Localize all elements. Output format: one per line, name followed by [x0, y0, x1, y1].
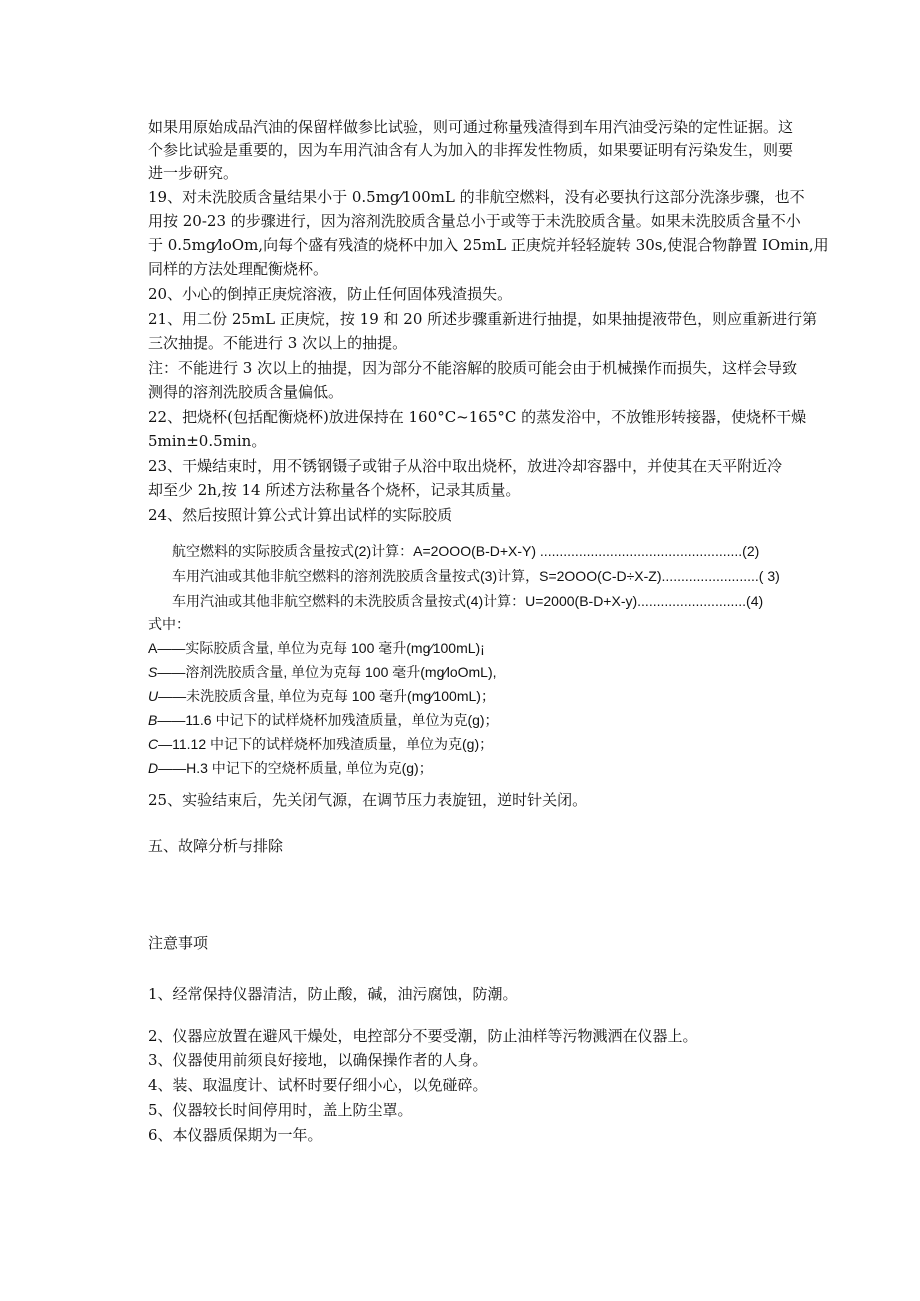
step19-line-3: 于 0.5mg⁄loOm,向每个盛有残渣的烧杯中加入 25mL 正庚烷并轻轻旋转 30s,使混合物静置 IOmin,用	[148, 236, 829, 254]
step23-line-2: 却至少 2h,按 14 所述方法称量各个烧杯，记录其质量。	[148, 481, 521, 499]
variable-symbol: S	[148, 664, 158, 680]
variable-description: ——11.6 中记下的试样烧杯加残渣质量，单位为克(g)；	[157, 712, 499, 728]
variable-c	[148, 733, 493, 755]
variable-symbol: B	[148, 712, 158, 728]
intro-line-2: 个参比试验是重要的，因为车用汽油含有人为加入的非挥发性物质，如果要证明有污染发生，则要	[148, 141, 794, 159]
formula-2: 航空燃料的实际胶质含量按式(2)计算：A=2OOO(B-D+X-Y) ....................................................(2)	[172, 543, 760, 559]
variable-symbol: U	[148, 688, 159, 704]
caution-item-6: 6、本仪器质保期为一年。	[148, 1126, 323, 1144]
caution-item-5: 5、仪器较长时间停用时，盖上防尘罩。	[148, 1101, 413, 1119]
caution-item-3: 3、仪器使用前须良好接地，以确保操作者的人身。	[148, 1051, 488, 1069]
step19-line-4: 同样的方法处理配衡烧杯。	[148, 260, 329, 278]
caution-item-2: 2、仪器应放置在避风干燥处，电控部分不要受潮，防止油样等污物溅洒在仪器上。	[148, 1027, 698, 1045]
variable-d	[148, 757, 433, 779]
variable-u	[148, 685, 495, 707]
note-line-2: 测得的溶剂洗胶质含量偏低。	[148, 383, 344, 401]
section5-heading: 五、故障分析与排除	[148, 837, 284, 855]
step21-line-1: 21、用二份 25mL 正庚烷，按 19 和 20 所述步骤重新进行抽提，如果抽提液带色，则应重新进行第	[148, 310, 818, 328]
variable-description: ——溶剂洗胶质含量, 单位为克每 100 毫升(mg⁄loOmL),	[157, 664, 497, 680]
step20-line: 20、小心的倒掉正庚烷溶液，防止任何固体残渣损失。	[148, 285, 513, 303]
note-line-1: 注：不能进行 3 次以上的抽提，因为部分不能溶解的胶质可能会由于机械操作而损失，这样会导致	[148, 359, 798, 377]
intro-line-3: 进一步研究。	[148, 164, 239, 182]
caution-item-4: 4、装、取温度计、试杯时要仔细小心，以免碰碎。	[148, 1076, 488, 1094]
intro-line-1: 如果用原始成品汽油的保留样做参比试验，则可通过称量残渣得到车用汽油受污染的定性证据。这	[148, 118, 794, 136]
step21-line-2: 三次抽提。不能进行 3 次以上的抽提。	[148, 334, 408, 352]
variable-description: ——H.3 中记下的空烧杯质量, 单位为克(g)；	[158, 760, 433, 776]
where-label: 式中：	[148, 616, 190, 632]
variable-symbol: C	[148, 736, 159, 752]
cautions-heading: 注意事项	[148, 934, 209, 952]
step22-line-1: 22、把烧杯(包括配衡烧杯)放进保持在 160°C~165°C 的蒸发浴中，不放锥形转接器，使烧杯干燥	[148, 408, 807, 426]
step23-line-1: 23、干燥结束时，用不锈钢镊子或钳子从浴中取出烧杯，放进冷却容器中，并使其在天平附近冷	[148, 457, 783, 475]
variable-description: —11.12 中记下的试样烧杯加残渣质量，单位为克(g)；	[158, 736, 494, 752]
variable-symbol: A	[148, 640, 158, 656]
formula-3: 车用汽油或其他非航空燃料的溶剂洗胶质含量按式(3)计算，S=2OOO(C-D÷X-Z).........................( 3)	[172, 568, 780, 584]
caution-item-1: 1、经常保持仪器清洁，防止酸，碱，油污腐蚀，防潮。	[148, 985, 518, 1003]
step24-line: 24、然后按照计算公式计算出试样的实际胶质	[148, 506, 453, 524]
step22-line-2: 5min±0.5min。	[148, 432, 267, 450]
step19-line-2: 用按 20-23 的步骤进行，因为溶剂洗胶质含量总小于或等于未洗胶质含量。如果未洗胶质含量不小	[148, 212, 801, 230]
step19-line-1: 19、对未洗胶质含量结果小于 0.5mg⁄100mL 的非航空燃料，没有必要执行这部分洗涤步骤，也不	[148, 188, 805, 206]
variable-description: ——未洗胶质含量, 单位为克每 100 毫升(mg⁄100mL)；	[158, 688, 495, 704]
variable-s	[148, 661, 497, 683]
step25-line: 25、实验结束后，先关闭气源，在调节压力表旋钮，逆时针关闭。	[148, 791, 588, 809]
variable-description: ——实际胶质含量, 单位为克每 100 毫升(mg⁄100mL)¡	[157, 640, 485, 656]
formula-4: 车用汽油或其他非航空燃料的未洗胶质含量按式(4)计算：U=2000(B-D+X-y)............................(4)	[172, 593, 764, 609]
variable-b	[148, 709, 499, 731]
variable-a	[148, 637, 485, 659]
variable-symbol: D	[148, 760, 159, 776]
